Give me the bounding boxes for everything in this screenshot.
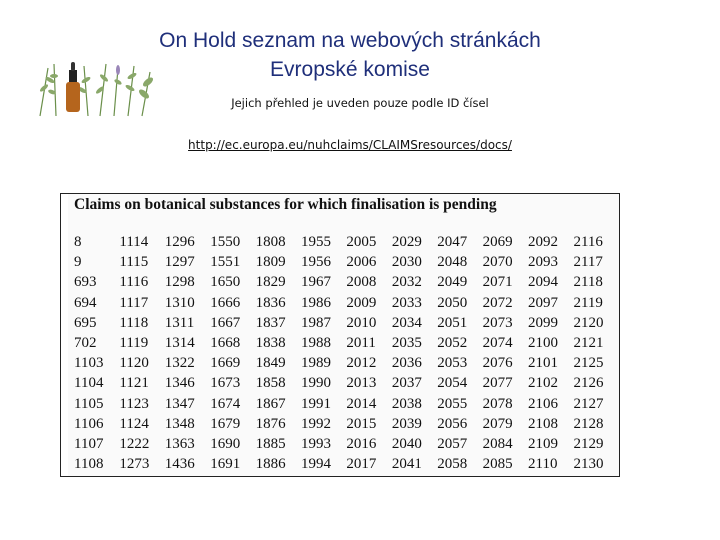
table-cell: 695 — [74, 314, 97, 331]
table-row — [74, 414, 619, 434]
table-cell: 2053 — [437, 355, 468, 372]
table-cell: 2071 — [482, 274, 513, 291]
table-cell: 2097 — [528, 294, 559, 311]
table-row — [74, 434, 619, 454]
table-cell: 1120 — [119, 355, 149, 372]
claims-table-heading: Claims on botanical substances for which finalisation is pending — [74, 196, 497, 213]
table-cell: 1551 — [210, 254, 241, 271]
claims-table-image — [60, 193, 620, 477]
table-cell: 2110 — [528, 456, 558, 473]
table-cell: 2034 — [391, 314, 422, 331]
claims-id-table — [74, 232, 619, 474]
table-cell: 2078 — [482, 395, 513, 412]
table-cell: 1993 — [301, 436, 332, 453]
table-cell: 2050 — [437, 294, 468, 311]
table-cell: 1118 — [119, 314, 149, 331]
table-cell: 9 — [74, 254, 82, 271]
table-cell: 1105 — [74, 395, 104, 412]
table-cell: 1668 — [210, 335, 241, 352]
table-cell: 2102 — [528, 375, 559, 392]
table-row — [74, 454, 619, 474]
table-cell: 2106 — [528, 395, 559, 412]
table-cell: 1994 — [301, 456, 332, 473]
table-cell: 2006 — [346, 254, 377, 271]
table-cell: 2055 — [437, 395, 468, 412]
table-cell: 693 — [74, 274, 97, 291]
table-cell: 8 — [74, 234, 82, 250]
table-cell: 1837 — [255, 314, 286, 331]
table-cell: 2079 — [482, 415, 513, 432]
table-cell: 1550 — [210, 234, 241, 250]
table-cell: 2011 — [346, 335, 376, 352]
table-cell: 2093 — [528, 254, 559, 271]
table-row — [74, 272, 619, 292]
table-cell: 2010 — [346, 314, 377, 331]
table-cell: 2076 — [482, 355, 513, 372]
table-row — [74, 353, 619, 373]
claims-table-panel — [68, 194, 619, 476]
table-cell: 2056 — [437, 415, 468, 432]
table-row — [74, 313, 619, 333]
table-cell: 1116 — [119, 274, 149, 291]
table-cell: 2129 — [573, 436, 604, 453]
table-cell: 2013 — [346, 375, 377, 392]
table-cell: 2128 — [573, 415, 604, 432]
table-cell: 2119 — [573, 294, 603, 311]
table-cell: 1967 — [301, 274, 332, 291]
claims-resources-link[interactable]: http://ec.europa.eu/nuhclaims/CLAIMSresources/docs/ — [188, 138, 512, 152]
table-cell: 2040 — [391, 436, 422, 453]
table-cell: 1115 — [119, 254, 149, 271]
table-row — [74, 232, 619, 252]
table-cell: 2116 — [573, 234, 603, 250]
table-cell: 1990 — [301, 375, 332, 392]
table-cell: 1956 — [301, 254, 332, 271]
table-cell: 2084 — [482, 436, 513, 453]
table-cell: 2094 — [528, 274, 559, 291]
table-cell: 2029 — [391, 234, 422, 250]
table-cell: 1121 — [119, 375, 149, 392]
table-cell: 1123 — [119, 395, 149, 412]
table-cell: 2125 — [573, 355, 604, 372]
table-cell: 2054 — [437, 375, 468, 392]
table-cell: 1298 — [164, 274, 195, 291]
table-cell: 1674 — [210, 395, 241, 412]
table-cell: 1436 — [164, 456, 195, 473]
table-cell: 1849 — [255, 355, 286, 372]
table-cell: 1117 — [119, 294, 149, 311]
table-cell: 1222 — [119, 436, 150, 453]
table-cell: 1297 — [164, 254, 195, 271]
table-cell: 1667 — [210, 314, 241, 331]
table-row — [74, 394, 619, 414]
table-cell: 2077 — [482, 375, 513, 392]
table-cell: 1669 — [210, 355, 241, 372]
table-cell: 1346 — [164, 375, 195, 392]
table-cell: 1885 — [255, 436, 286, 453]
table-cell: 1989 — [301, 355, 332, 372]
table-cell: 1809 — [255, 254, 286, 271]
table-cell: 2012 — [346, 355, 377, 372]
table-cell: 2039 — [391, 415, 422, 432]
table-cell: 1311 — [164, 314, 195, 331]
table-cell: 2041 — [391, 456, 422, 473]
table-cell: 2120 — [573, 314, 604, 331]
slide-title — [140, 26, 560, 84]
table-cell: 2126 — [573, 375, 604, 392]
table-cell: 1987 — [301, 314, 332, 331]
table-cell: 1991 — [301, 395, 332, 412]
table-cell: 2058 — [437, 456, 468, 473]
table-cell: 2101 — [528, 355, 559, 372]
table-cell: 1679 — [210, 415, 241, 432]
table-cell: 1673 — [210, 375, 241, 392]
table-cell: 2005 — [346, 234, 377, 250]
table-cell: 2047 — [437, 234, 468, 250]
table-cell: 1858 — [255, 375, 286, 392]
table-cell: 1886 — [255, 456, 286, 473]
table-cell: 2073 — [482, 314, 513, 331]
table-cell: 2032 — [391, 274, 422, 291]
table-cell: 2130 — [573, 456, 604, 473]
table-cell: 2057 — [437, 436, 468, 453]
table-cell: 1310 — [164, 294, 195, 311]
table-cell: 2108 — [528, 415, 559, 432]
table-cell: 1691 — [210, 456, 241, 473]
slide-subtitle: Jejich přehled je uveden pouze podle ID čísel — [231, 96, 489, 110]
slide-title-line-2: Evropské komise — [270, 58, 430, 81]
table-cell: 1103 — [74, 355, 104, 372]
table-row — [74, 373, 619, 393]
table-cell: 1124 — [119, 415, 149, 432]
table-row — [74, 252, 619, 272]
table-cell: 1322 — [164, 355, 195, 372]
table-cell: 1107 — [74, 436, 104, 453]
table-cell: 2035 — [391, 335, 422, 352]
table-cell: 2072 — [482, 294, 513, 311]
table-cell: 2036 — [391, 355, 422, 372]
table-cell: 1106 — [74, 415, 104, 432]
table-cell: 1363 — [164, 436, 195, 453]
table-cell: 2009 — [346, 294, 377, 311]
table-cell: 1955 — [301, 234, 332, 250]
table-cell: 1104 — [74, 375, 104, 392]
table-cell: 1992 — [301, 415, 332, 432]
table-row — [74, 333, 619, 353]
table-cell: 2015 — [346, 415, 377, 432]
table-cell: 2037 — [391, 375, 422, 392]
table-cell: 2100 — [528, 335, 559, 352]
table-cell: 1986 — [301, 294, 332, 311]
table-cell: 2014 — [346, 395, 377, 412]
table-cell: 2092 — [528, 234, 559, 250]
table-cell: 2070 — [482, 254, 513, 271]
table-cell: 1119 — [119, 335, 149, 352]
table-cell: 2038 — [391, 395, 422, 412]
table-cell: 694 — [74, 294, 97, 311]
table-cell: 2030 — [391, 254, 422, 271]
table-cell: 2033 — [391, 294, 422, 311]
table-cell: 2051 — [437, 314, 468, 331]
table-cell: 1273 — [119, 456, 150, 473]
table-cell: 1314 — [164, 335, 195, 352]
table-cell: 2069 — [482, 234, 513, 250]
table-cell: 1348 — [164, 415, 195, 432]
table-cell: 2074 — [482, 335, 513, 352]
table-cell: 702 — [74, 335, 97, 352]
table-cell: 1347 — [164, 395, 195, 412]
table-cell: 1108 — [74, 456, 104, 473]
table-cell: 1867 — [255, 395, 286, 412]
table-cell: 2085 — [482, 456, 513, 473]
table-cell: 1876 — [255, 415, 286, 432]
table-cell: 1988 — [301, 335, 332, 352]
table-cell: 1808 — [255, 234, 286, 250]
table-cell: 2109 — [528, 436, 559, 453]
table-cell: 2117 — [573, 254, 603, 271]
table-cell: 2017 — [346, 456, 377, 473]
table-cell: 1666 — [210, 294, 241, 311]
table-cell: 1296 — [164, 234, 195, 250]
table-cell: 2127 — [573, 395, 604, 412]
table-cell: 2048 — [437, 254, 468, 271]
table-cell: 2121 — [573, 335, 604, 352]
slide-title-line-1: On Hold seznam na webových stránkách — [159, 29, 541, 52]
table-cell: 1838 — [255, 335, 286, 352]
table-cell: 2099 — [528, 314, 559, 331]
table-cell: 2052 — [437, 335, 468, 352]
table-row — [74, 293, 619, 313]
table-cell: 1650 — [210, 274, 241, 291]
table-cell: 1114 — [119, 234, 149, 250]
table-cell: 2016 — [346, 436, 377, 453]
table-cell: 1690 — [210, 436, 241, 453]
table-cell: 1829 — [255, 274, 286, 291]
table-cell: 1836 — [255, 294, 286, 311]
table-cell: 2049 — [437, 274, 468, 291]
table-cell: 2118 — [573, 274, 603, 291]
table-cell: 2008 — [346, 274, 377, 291]
